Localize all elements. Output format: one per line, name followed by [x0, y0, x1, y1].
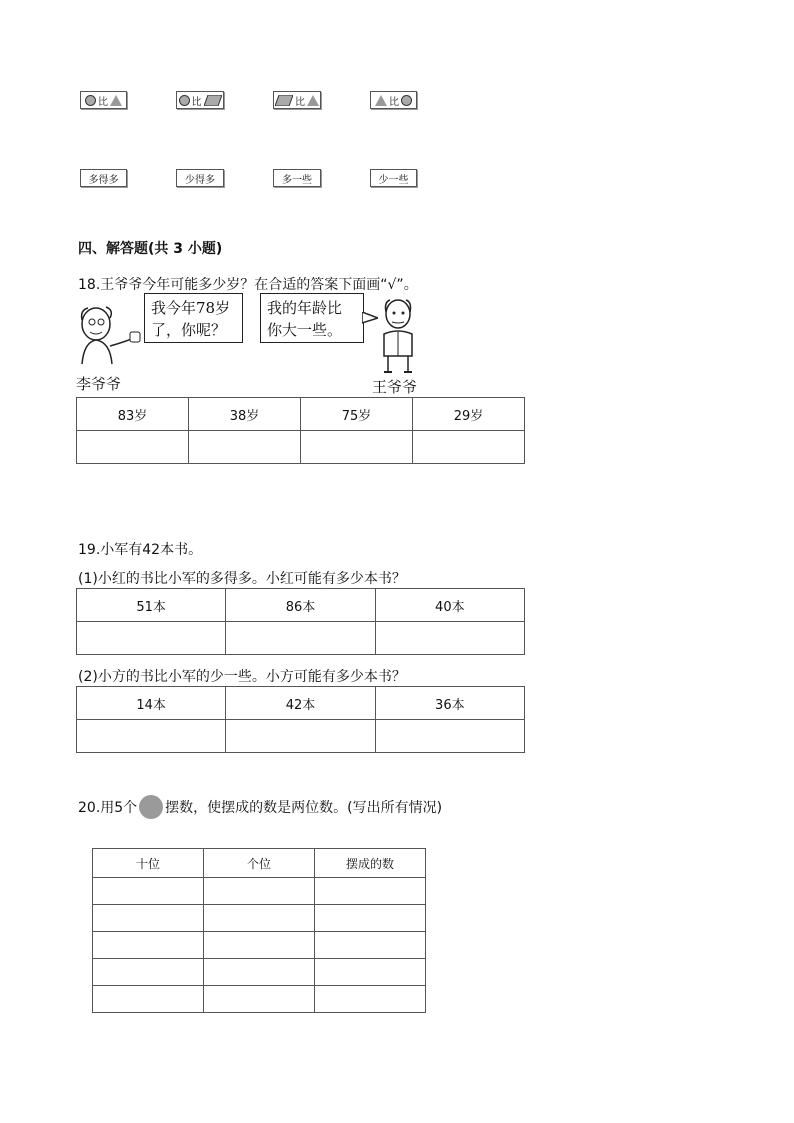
compare-label: 比 [191, 96, 202, 108]
table-cell: 75岁 [301, 398, 413, 431]
table-row [77, 589, 525, 622]
answer-cell[interactable] [315, 905, 426, 932]
table-cell: 86本 [226, 589, 375, 622]
q20-prompt-after: 摆数，使摆成的数是两位数。(写出所有情况) [165, 800, 443, 816]
bubble-wang-line1: 我的年龄比 [267, 299, 343, 317]
answer-cell[interactable] [204, 905, 315, 932]
q19-sub1-table [76, 588, 525, 655]
word-button-a-bit-less[interactable]: 少一些 [370, 169, 417, 187]
answer-cell[interactable] [77, 431, 189, 464]
compare-box-circle-triangle [80, 91, 127, 109]
grandpa-li-illustration [74, 302, 146, 368]
q18-answer-table [76, 397, 525, 464]
answer-cell[interactable] [93, 905, 204, 932]
answer-cell[interactable] [226, 720, 375, 753]
q20-prompt-before: 20.用5个 [78, 800, 138, 816]
answer-cell[interactable] [77, 622, 226, 655]
answer-cell[interactable] [315, 878, 426, 905]
bubble-li-line1: 我今年78岁 [151, 299, 231, 317]
answer-cell[interactable] [204, 878, 315, 905]
compare-label: 比 [295, 96, 305, 108]
word-button-much-more[interactable]: 多得多 [80, 169, 127, 187]
triangle-icon [110, 95, 122, 106]
answer-cell[interactable] [204, 959, 315, 986]
parallelogram-icon [275, 95, 293, 106]
name-grandpa-li: 李爷爷 [76, 375, 122, 393]
table-row [93, 932, 426, 959]
gray-circle-icon [139, 795, 163, 819]
q19-prompt: 19.小军有42本书。 [78, 542, 203, 558]
answer-cell[interactable] [226, 622, 375, 655]
answer-cell[interactable] [413, 431, 525, 464]
q20-prompt [78, 795, 442, 819]
answer-cell[interactable] [93, 932, 204, 959]
word-button-a-bit-more[interactable]: 多一些 [273, 169, 321, 187]
triangle-icon [307, 95, 319, 106]
answer-cell[interactable] [315, 959, 426, 986]
table-row [77, 431, 525, 464]
answer-cell[interactable] [189, 431, 301, 464]
q19-sub2-table [76, 686, 525, 753]
table-cell: 29岁 [413, 398, 525, 431]
bubble-wang-line2: 你大一些。 [267, 321, 343, 339]
table-cell: 83岁 [77, 398, 189, 431]
answer-cell[interactable] [93, 878, 204, 905]
q18-prompt: 18.王爷爷今年可能多少岁？在合适的答案下面画“√”。 [78, 277, 418, 293]
answer-cell[interactable] [315, 986, 426, 1013]
circle-icon [401, 95, 412, 106]
table-row [93, 878, 426, 905]
table-cell: 36本 [375, 687, 524, 720]
table-row [93, 849, 426, 878]
table-header: 摆成的数 [315, 849, 426, 878]
table-cell: 40本 [375, 589, 524, 622]
table-row [77, 398, 525, 431]
answer-cell[interactable] [375, 720, 524, 753]
answer-cell[interactable] [204, 986, 315, 1013]
name-grandpa-wang: 王爷爷 [372, 378, 418, 396]
compare-box-triangle-circle [370, 91, 417, 109]
table-cell: 51本 [77, 589, 226, 622]
q19-sub1: (1)小红的书比小军的多得多。小红可能有多少本书？ [78, 571, 406, 587]
table-header: 十位 [93, 849, 204, 878]
table-header: 个位 [204, 849, 315, 878]
answer-cell[interactable] [315, 932, 426, 959]
table-row [77, 622, 525, 655]
speech-bubble-li [144, 293, 243, 343]
table-row [93, 959, 426, 986]
answer-cell[interactable] [375, 622, 524, 655]
triangle-icon [375, 95, 387, 106]
word-button-much-less[interactable]: 少得多 [176, 169, 224, 187]
q20-answer-table [92, 848, 426, 1013]
section-title: 四、解答题(共 3 小题) [78, 241, 223, 257]
table-row [93, 905, 426, 932]
answer-cell[interactable] [77, 720, 226, 753]
compare-box-parallelogram-triangle [273, 91, 321, 109]
table-cell: 42本 [226, 687, 375, 720]
answer-cell[interactable] [204, 932, 315, 959]
bubble-li-line2: 了，你呢？ [151, 321, 227, 339]
table-cell: 38岁 [189, 398, 301, 431]
answer-cell[interactable] [301, 431, 413, 464]
compare-label: 比 [98, 96, 108, 108]
table-cell: 14本 [77, 687, 226, 720]
compare-box-circle-parallelogram [176, 91, 224, 109]
circle-icon [85, 95, 96, 106]
grandpa-wang-illustration [372, 296, 424, 376]
table-row [77, 720, 525, 753]
q19-sub2: (2)小方的书比小军的少一些。小方可能有多少本书？ [78, 669, 406, 685]
compare-label: 比 [389, 96, 399, 108]
answer-cell[interactable] [93, 959, 204, 986]
circle-icon [179, 95, 190, 106]
answer-cell[interactable] [93, 986, 204, 1013]
parallelogram-icon [204, 95, 222, 106]
speech-bubble-wang [260, 293, 364, 343]
table-row [93, 986, 426, 1013]
table-row [77, 687, 525, 720]
